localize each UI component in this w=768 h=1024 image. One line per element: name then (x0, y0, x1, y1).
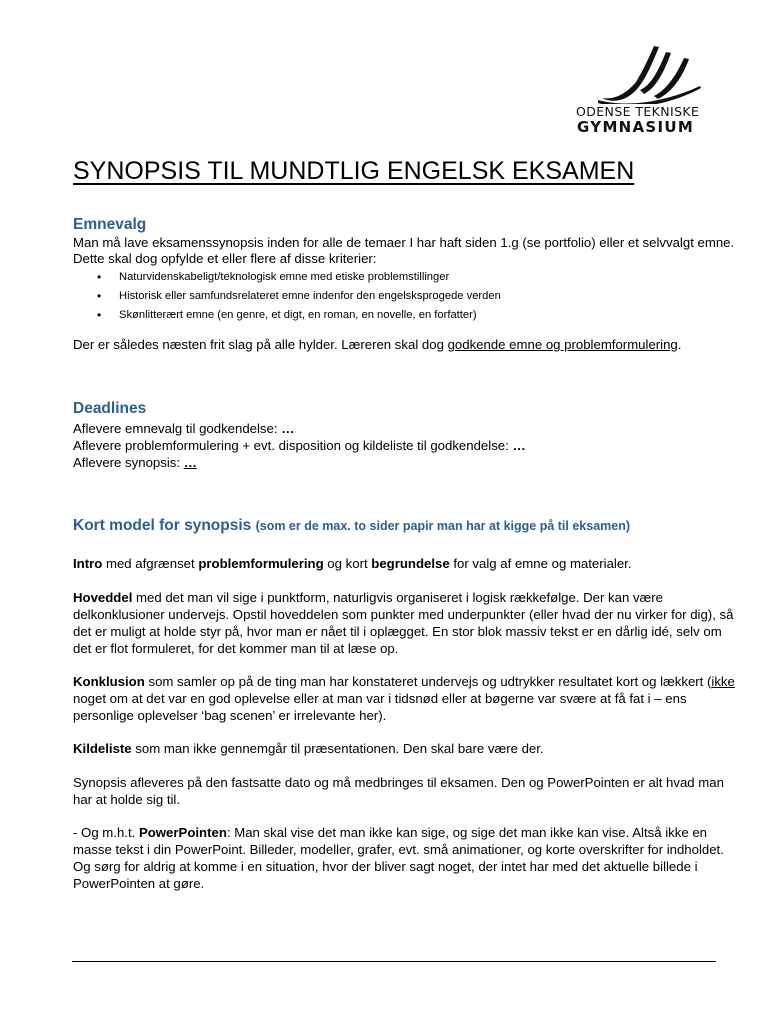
footer-divider (72, 961, 716, 962)
list-item (73, 306, 693, 325)
kildeliste-paragraph (73, 741, 723, 757)
hoveddel-text: med det man vil sige i punktform, naturligvis organiseret i logisk rækkefølge. Der kan være (132, 590, 664, 605)
model-subheading: (som er de max. to sider papir man har at kigge på til eksamen) (255, 519, 631, 533)
hoveddel-bold: Hoveddel (73, 590, 133, 605)
deadline-label: Aflevere emnevalg til godkendelse: (73, 421, 282, 436)
konklusion-bold: Konklusion (73, 674, 145, 689)
model-heading-text: Kort model for synopsis (73, 517, 252, 534)
powerpoint-line: PowerPointen at gøre. (73, 876, 205, 891)
powerpoint-line: masse tekst i din PowerPoint. Billeder, modeller, grafer, evt. små animationer, og korte overskrifter for indholdet. (73, 842, 724, 857)
powerpoint-pre: - Og m.h.t. (73, 825, 139, 840)
hoveddel-line: det er flot formuleret, for det kommer man til at læse op. (73, 641, 399, 656)
emnevalg-closing (73, 337, 723, 353)
deadline-label: Aflevere problemformulering + evt. disposition og kildeliste til godkendelse: (73, 438, 513, 453)
emnevalg-line2: Dette skal dog opfylde et eller flere af disse kriterier: (73, 251, 377, 266)
school-logo (574, 40, 704, 136)
bullet-icon: • (97, 270, 102, 284)
kildeliste-text: som man ikke gennemgår til præsentationen. Den skal bare være der. (131, 741, 544, 756)
powerpoint-text: : Man skal vise det man ikke kan sige, og sige det man ikke kan vise. Altså ikke en (226, 825, 708, 840)
kildeliste-bold: Kildeliste (73, 741, 132, 756)
deadline-item (73, 438, 723, 454)
logo-text-line2: GYMNASIUM (577, 118, 695, 136)
konklusion-line: personlige oplevelser ‘bag scenen’ er irrelevante her). (73, 708, 387, 723)
konklusion-line: noget om at det var en god oplevelse eller at man var i tidsnød eller at bøgerne var svære at få fat i – ens (73, 691, 687, 706)
list-item-text: Skønlitterært emne (en genre, et digt, en roman, en novelle, en forfatter) (119, 309, 477, 321)
intro-bold: Intro (73, 556, 103, 571)
powerpoint-bold: PowerPointen (138, 825, 227, 840)
afleveres-line: Synopsis afleveres på den fastsatte dato og må medbringes til eksamen. Den og PowerPointen er alt hvad man (73, 775, 724, 790)
deadline-item (73, 455, 723, 471)
intro-bold: begrundelse (371, 556, 450, 571)
closing-underlined-text: godkende emne og problemformulering (447, 337, 678, 352)
emnevalg-line1: Man må lave eksamenssynopsis inden for alle de temaer I har haft siden 1.g (se portfolio) eller et selvvalgt emne. (73, 235, 735, 250)
konklusion-line (73, 674, 735, 690)
deadline-label: Aflevere synopsis: (73, 455, 184, 470)
closing-end: . (677, 337, 682, 352)
closing-text: Der er således næsten frit slag på alle hylder. Læreren skal dog (73, 337, 448, 352)
powerpoint-line (73, 825, 723, 841)
deadline-value: … (183, 455, 197, 470)
deadline-value: … (281, 421, 295, 436)
konklusion-text: som samler op på de ting man har konstateret undervejs og udtrykker resultatet kort og lækkert ( (144, 674, 712, 689)
heading-deadlines: Deadlines (73, 400, 147, 417)
powerpoint-line: Og sørg for aldrig at komme i en situation, hvor der bliver sagt noget, der intet har med det aktuelle billede i (73, 859, 698, 874)
logo-text-line1: ODENSE TEKNISKE (576, 104, 700, 119)
hoveddel-line: delkonklusioner undervejs. Opstil hoveddelen som punkter med underpunkter (eller hvad der nu virker for dig), så (73, 607, 734, 622)
afleveres-line: har at holde sig til. (73, 792, 181, 807)
heading-model (73, 516, 630, 536)
list-item-text: Historisk eller samfundsrelateret emne indenfor den engelsksprogede verden (119, 290, 501, 302)
deadline-item (73, 421, 723, 437)
logo-mark-icon (596, 42, 706, 104)
list-item (73, 287, 693, 306)
konklusion-underlined: ikke (711, 674, 735, 689)
bullet-icon: • (97, 308, 102, 322)
criteria-list (73, 268, 693, 325)
heading-emnevalg: Emnevalg (73, 216, 147, 233)
list-item (73, 268, 693, 287)
deadline-value: … (512, 438, 526, 453)
intro-bold: problemformulering (198, 556, 324, 571)
list-item-text: Naturvidenskabeligt/teknologisk emne med etiske problemstillinger (119, 271, 450, 283)
bullet-icon: • (97, 289, 102, 303)
hoveddel-line: det er muligt at holde styr på, hvor man er nået til i oplægget. En stor blok massiv tekst er en dårlig idé, selv om (73, 624, 722, 639)
hoveddel-line (73, 590, 723, 606)
intro-paragraph (73, 556, 723, 572)
intro-text: for valg af emne og materialer. (449, 556, 632, 571)
document-title: SYNOPSIS TIL MUNDTLIG ENGELSK EKSAMEN (73, 157, 635, 185)
intro-text: med afgrænset (102, 556, 199, 571)
intro-text: og kort (323, 556, 372, 571)
